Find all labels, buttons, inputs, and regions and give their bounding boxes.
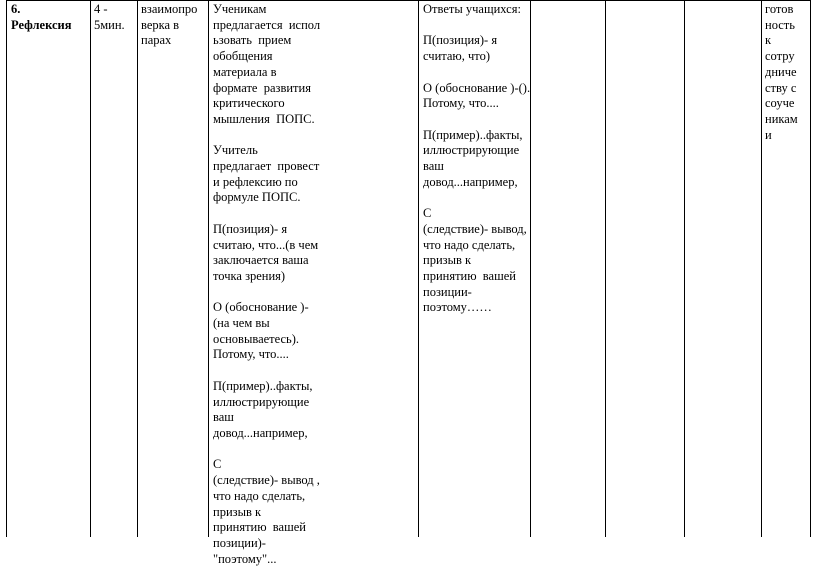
col-border-1 — [90, 0, 91, 537]
col-border-3 — [208, 0, 209, 537]
col-border-0 — [6, 0, 7, 537]
cell-student-activity: Ответы учащихся: П(позиция)- я считаю, что) О (обоснование )-(). Потому, что.... П(пример)..факты, иллюстрирующие ваш довод...например, С (следствие)- вывод, что надо сделать, призыв к принятию вашей позиции- поэтому…… — [423, 2, 531, 315]
cell-teacher-activity: Ученикам предлагается испол ьзовать прием обобщения материала в формате развития критического мышления ПОПС. Учитель предлагает провест и рефлексию по формуле ПОПС. П(позиция)- я считаю, что...(в чем заключается ваша точка зрения) О (обоснование )- (на чем вы основываетесь). Потому, что.... П(пример)..факты, иллюстрирующие ваш довод...например, С (следствие)- вывод , что надо сделать, призыв к принятию вашей позиции)- "поэтому"... — [213, 2, 321, 566]
col-border-6 — [605, 0, 606, 537]
table-top-border — [6, 0, 811, 1]
col-border-2 — [137, 0, 138, 537]
col-border-4 — [418, 0, 419, 537]
col-border-5 — [530, 0, 531, 537]
stage-name: Рефлексия — [11, 17, 72, 32]
stage-number: 6. — [11, 2, 21, 16]
col-border-8 — [761, 0, 762, 537]
cell-result: готов ность к сотру дниче ству с соуче никам и — [765, 2, 798, 142]
cell-method: взаимопро верка в парах — [141, 2, 198, 48]
cell-stage — [11, 2, 71, 33]
col-border-7 — [684, 0, 685, 537]
cell-time: 4 - 5мин. — [94, 2, 125, 32]
col-border-9 — [810, 0, 811, 537]
